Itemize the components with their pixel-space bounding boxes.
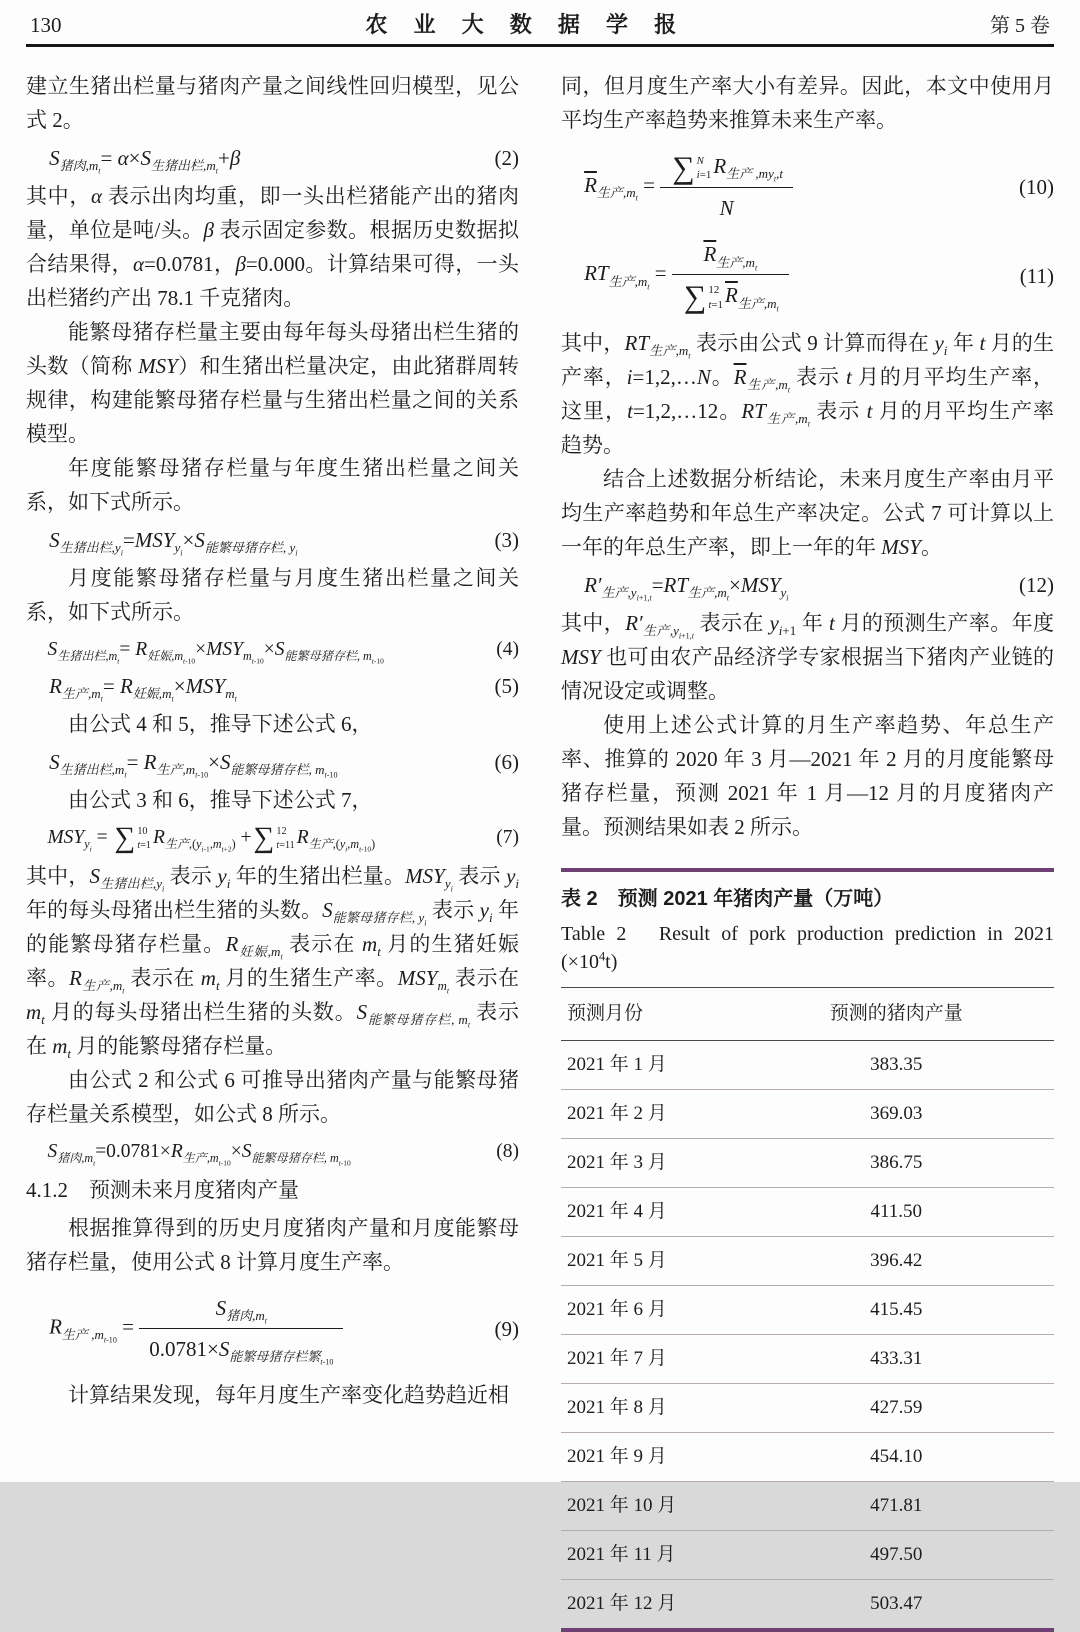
table-caption-cn: 表 2 预测 2021 年猪肉产量（万吨）	[561, 887, 894, 910]
table-cell: 454.10	[738, 1432, 1054, 1481]
right-column	[561, 69, 1054, 1632]
paragraph: 由公式 2 和公式 6 可推导出猪肉产量与能繁母猪存栏量关系模型，如公式 8 所示。	[26, 1068, 519, 1126]
table-cell: 497.50	[738, 1530, 1054, 1579]
table-caption-en: Table 2 Result of pork production prediction in 2021 $(\times 10^4t)$	[561, 922, 1054, 973]
table-row	[561, 1334, 1054, 1383]
formula-body: $RT_{生产,m_t}$ = $\overline{R}_{生产,m_t}$ ∑ 12 t=1 $\overline{R}_{生产,m_t}$	[561, 237, 789, 313]
formula-body: $R_{生产,m_t}= R_{妊娠,m_t}\times MSY_{m_t}$	[49, 674, 237, 704]
table-row	[561, 1432, 1054, 1481]
table-cell: 471.81	[738, 1481, 1054, 1530]
sum-icon: ∑	[683, 279, 707, 315]
formula	[26, 1137, 519, 1167]
equation-number: (5)	[494, 674, 519, 698]
table-row	[561, 1187, 1054, 1236]
paragraph: 由公式 4 和 5，推导下述公式 6，	[68, 712, 373, 736]
table-row	[561, 1285, 1054, 1334]
equation-number: (11)	[1019, 263, 1054, 288]
sum-icon: ∑	[114, 822, 136, 855]
page-header	[26, 6, 1054, 44]
table-row	[561, 1481, 1054, 1530]
table-cell: 433.31	[738, 1334, 1054, 1383]
paragraph: 其中，α 表示出肉均重，即一头出栏猪能产出的猪肉量，单位是吨/头。β 表示固定参数。根据历史数据拟合结果得，α=0.0781，β=0.000。计算结果可得，一头出栏猪约产出 78.1 千克猪肉。	[26, 184, 520, 310]
paragraph: 由公式 3 和 6，推导下述公式 7，	[68, 788, 373, 812]
table-cell: 369.03	[738, 1089, 1054, 1138]
table-cell: 2021 年 9 月	[561, 1432, 738, 1481]
table-cell: 2021 年 3 月	[561, 1138, 738, 1187]
left-column	[26, 69, 519, 1632]
formula-body: $S_{生猪出栏,y_i}=MSY_{y_i}\times S_{能繁母猪存栏, y_i}$	[49, 528, 298, 558]
formula	[26, 823, 519, 853]
formula-body: $MSY_{y_i}$ = ∑ 10 t=1 $R_{生产,(y_{i-1},m_{t+2})}$ + ∑ 12 t=11 $R_{生产,(y_i,m_{t-10})}$	[47, 822, 376, 855]
paragraph: 其中，$RT_{生产,m_t}$ 表示由公式 9 计算而得在 $y_i$ 年 t 月的生产率，i=1,2,…N。$\overline{R}_{生产,m_t}$ 表示 t 月的月平均生产率，这里，t=1,2,…12。$RT_{生产,m_t}$ 表示 t 月的月平均生产率趋势。	[561, 330, 1055, 457]
paragraph: 年度能繁母猪存栏量与年度生猪出栏量之间关系，如下式所示。	[26, 456, 519, 514]
formula	[26, 671, 519, 704]
paragraph: 其中，$S_{生猪出栏,y_i}$ 表示 $y_i$ 年的生猪出栏量。$MSY_{y_i}$ 表示 $y_i$ 年的每头母猪出栏生猪的头数。$S_{能繁母猪存栏, y_i}$ 表示 $y_i$ 年的能繁母猪存栏量。$R_{妊娠,m_t}$ 表示在 $m_t$ 月的生猪妊娠率。$R_{生产,m_t}$ 表示在 $m_t$ 月的生猪生产率。$MSY_{m_t}$ 表示在 $m_t$ 月的每头母猪出栏生猪的头数。$S_{能繁母猪存栏, m_t}$ 表示在 $m_t$ 月的能繁母猪存栏量。	[26, 864, 520, 1062]
paragraph: 同，但月度生产率大小有差异。因此，本文中使用月平均生产率趋势来推算未来生产率。	[561, 74, 1054, 132]
equation-number: (8)	[496, 1141, 519, 1162]
formula-body: $S_{猪肉,m_t}=0.0781\times R_{生产,m_{t-10}}\times S_{能繁母猪存栏, m_{t-10}}$	[47, 1141, 351, 1168]
sum-icon: ∑	[672, 150, 695, 186]
equation-number: (6)	[494, 750, 519, 774]
equation-number: (3)	[494, 528, 519, 552]
table2-head	[561, 987, 1054, 1040]
table-cell: 2021 年 8 月	[561, 1383, 738, 1432]
table-header-cell: 预测月份	[561, 987, 738, 1040]
table-row	[561, 1089, 1054, 1138]
table-cell: 2021 年 5 月	[561, 1236, 738, 1285]
formula-body: $R_{生产 ,m_{t-10}}$ = $\frac{S_{猪肉,m_t}}{0.0781\times S_{能繁母猪存栏繁_{t-10}}}$	[26, 1291, 343, 1366]
table-cell: 2021 年 10 月	[561, 1481, 738, 1530]
table-row	[561, 1579, 1054, 1628]
equation-number: (12)	[1019, 572, 1054, 597]
formula-body: $R'_{生产,y_{i+1,t}}=RT_{生产,m_t}\times MSY_{y_i}$	[584, 572, 789, 603]
page-number: 130	[30, 13, 62, 37]
table2-body	[561, 1040, 1054, 1628]
paragraph: 能繁母猪存栏量主要由每年每头母猪出栏生猪的头数（简称 MSY）和生猪出栏量决定，由此猪群周转规律，构建能繁母猪存栏量与生猪出栏量之间的关系模型。	[26, 320, 520, 446]
section-heading: 4.1.2 预测未来月度猪肉产量	[26, 1178, 299, 1202]
formula	[26, 143, 519, 176]
formula	[26, 635, 519, 665]
table-cell: 415.45	[738, 1285, 1054, 1334]
formula-body: $S_{猪肉,m_t}= \alpha\times S_{生猪出栏,m_t}+\beta$	[49, 146, 241, 176]
paragraph: 根据推算得到的历史月度猪肉产量和月度能繁母猪存栏量，使用公式 8 计算月度生产率。	[26, 1216, 519, 1274]
table-row	[561, 1236, 1054, 1285]
table-cell: 2021 年 11 月	[561, 1530, 738, 1579]
paragraph: 计算结果发现，每年月度生产率变化趋势趋近相	[68, 1383, 509, 1407]
formula	[26, 747, 519, 780]
table-cell: 2021 年 12 月	[567, 1592, 677, 1614]
paragraph: 使用上述公式计算的月生产率趋势、年总生产率、推算的 2020 年 3 月—2021 年 2 月的月度能繁母猪存栏量，预测 2021 年 1 月—12 月的月度猪肉产量。预测结果如表 2 所示。	[561, 712, 1054, 839]
table-cell: 2021 年 2 月	[561, 1089, 738, 1138]
table-cell: 427.59	[738, 1383, 1054, 1432]
equation-number: (10)	[1019, 175, 1054, 200]
paragraph: 结合上述数据分析结论，未来月度生产率由月平均生产率趋势和年总生产率决定。公式 7 可计算以上一年的年总生产率，即上一年的年 MSY。	[561, 466, 1054, 559]
formula	[561, 570, 1054, 603]
table-cell: 383.35	[738, 1040, 1054, 1089]
table-cell: 2021 年 1 月	[561, 1040, 738, 1089]
volume-label: 第 5 卷	[990, 15, 1050, 37]
table2-block	[561, 868, 1054, 1632]
table-cell: 503.47	[870, 1592, 923, 1614]
sum-icon: ∑	[253, 822, 275, 855]
paragraph: 建立生猪出栏量与猪肉产量之间线性回归模型，见公式 2。	[26, 74, 519, 132]
formula-body: $\overline{R}_{生产,m_t}$ = ∑ N i=1 $R_{生产 ,my_t,t}$ N	[561, 149, 793, 225]
formula	[26, 525, 519, 558]
table-cell: 2021 年 7 月	[561, 1334, 738, 1383]
equation-number: (7)	[496, 827, 519, 848]
content-columns	[26, 47, 1054, 1632]
table-cell: 386.75	[738, 1138, 1054, 1187]
table-cell: 411.50	[738, 1187, 1054, 1236]
right-column-content	[561, 69, 1054, 844]
formula-body: $S_{生猪出栏,m_t}= R_{生产,m_{t-10}}\times S_{能繁母猪存栏, m_{t-10}}$	[49, 750, 338, 780]
journal-title: 农 业 大 数 据 学 报	[365, 12, 687, 37]
left-column-content	[26, 69, 519, 1412]
formula	[561, 149, 1054, 225]
table-cell: 2021 年 6 月	[561, 1285, 738, 1334]
equation-number: (4)	[496, 639, 519, 660]
table2	[561, 987, 1054, 1628]
equation-number: (2)	[494, 146, 519, 170]
formula	[561, 237, 1054, 313]
paragraph: 其中，$R'_{生产,y_{i+1,t}}$ 表示在 $y_{i+1}$ 年 t 月的预测生产率。年度 MSY 也可由农产品经济学专家根据当下猪肉产业链的情况设定或调整。	[561, 610, 1055, 703]
table-row	[561, 1530, 1054, 1579]
table-header-row	[561, 987, 1054, 1040]
formula-body: $S_{生猪出栏,m_t}= R_{妊娠,m_{t-10}}\times MSY_{m_{t-10}}\times S_{能繁母猪存栏, m_{t-10}}$	[47, 639, 384, 666]
table-row	[561, 1383, 1054, 1432]
formula	[26, 1291, 519, 1366]
table-row	[561, 1138, 1054, 1187]
table-cell: 2021 年 4 月	[561, 1187, 738, 1236]
table-row	[561, 1040, 1054, 1089]
table-header-cell: 预测的猪肉产量	[738, 987, 1054, 1040]
paragraph: 月度能繁母猪存栏量与月度生猪出栏量之间关系，如下式所示。	[26, 566, 519, 624]
equation-number: (9)	[494, 1316, 519, 1341]
table-cell: 396.42	[738, 1236, 1054, 1285]
